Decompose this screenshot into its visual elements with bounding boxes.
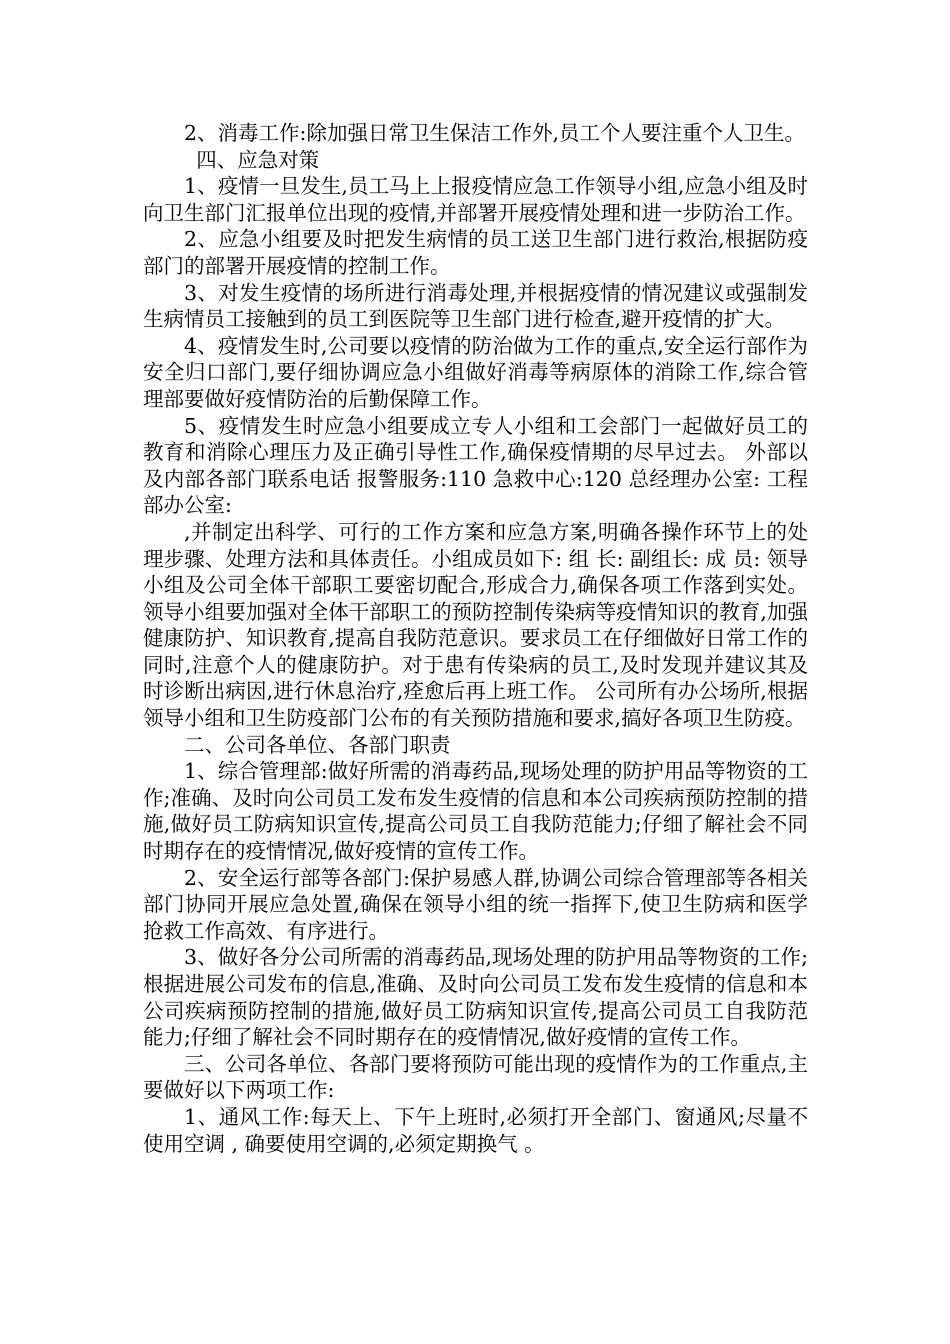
paragraph-emergency-2: 2、应急小组要及时把发生病情的员工送卫生部门进行救治,根据防疫部门的部署开展疫情的控制工作。 bbox=[143, 227, 808, 278]
paragraph-emergency-4: 4、疫情发生时,公司要以疫情的防治做为工作的重点,安全运行部作为安全归口部门,要仔细协调应急小组做好消毒等病原体的消除工作,综合管理部要做好疫情防治的后勤保障工作。 bbox=[143, 333, 808, 411]
paragraph-emergency-5: 5、疫情发生时应急小组要成立专人小组和工会部门一起做好员工的教育和消除心理压力及正确引导性工作,确保疫情期的尽早过去。 外部以及内部各部门联系电话 报警服务:110 急救中心:120 总经理办公室: 工程部办公室: bbox=[143, 413, 808, 518]
heading-prevention-focus: 三、公司各单位、各部门要将预防可能出现的疫情作为的工作重点,主要做好以下两项工作: bbox=[143, 1051, 808, 1103]
paragraph-duty-1: 1、综合管理部:做好所需的消毒药品,现场处理的防护用品等物资的工作;准确、及时向公司员工发布发生疫情的信息和本公司疾病预防控制的措施,做好员工防病知识宣传,提高公司员工自我防范能力;仔细了解社会不同时期存在的疫情情况,做好疫情的宣传工作。 bbox=[143, 759, 808, 864]
paragraph-ventilation: 1、通风工作:每天上、下午上班时,必须打开全部门、窗通风;尽量不使用空调 , 确要使用空调的,必须定期换气 。 bbox=[143, 1104, 808, 1156]
document-page bbox=[143, 120, 808, 1157]
paragraph-duty-3: 3、做好各分公司所需的消毒药品,现场处理的防护用品等物资的工作;根据进展公司发布的信息,准确、及时向公司员工发布发生疫情的信息和本公司疾病预防控制的措施,做好员工防病知识宣传,提高公司员工自我防范能力;仔细了解社会不同时期存在的疫情情况,做好疫情的宣传工作。 bbox=[143, 945, 808, 1050]
heading-department-duties: 二、公司各单位、各部门职责 bbox=[184, 732, 451, 757]
paragraph-emergency-3: 3、对发生疫情的场所进行消毒处理,并根据疫情的情况建议或强制发生病情员工接触到的员工到医院等卫生部门进行检查,避开疫情的扩大。 bbox=[143, 280, 808, 332]
paragraph-duty-2: 2、安全运行部等各部门:保护易感人群,协调公司综合管理部等各相关部门协同开展应急处置,确保在领导小组的统一指挥下,使卫生防病和医学抢救工作高效、有序进行。 bbox=[143, 865, 808, 943]
paragraph-disinfection: 2、消毒工作:除加强日常卫生保洁工作外,员工个人要注重个人卫生。 bbox=[184, 121, 805, 145]
heading-emergency-measures: 四、应急对策 bbox=[196, 147, 320, 172]
paragraph-emergency-1: 1、疫情一旦发生,员工马上上报疫情应急工作领导小组,应急小组及时向卫生部门汇报单位出现的疫情,并部署开展疫情处理和进一步防治工作。 bbox=[143, 174, 808, 225]
paragraph-leadership-group: ,并制定出科学、可行的工作方案和应急方案,明确各操作环节上的处理步骤、处理方法和具体责任。小组成员如下: 组 长: 副组长: 成 员: 领导小组及公司全体干部职工要密切配合,形成合力,确保各项工作落到实处。 领导小组要加强对全体干部职工的预防控制传染病等疫情知识的教育,加强健康防护、知识教育,提高自我防范意识。要求员工在仔细做好日常工作的同时,注意个人的健康防护。对于患有传染病的员工,及时发现并建议其及时诊断出病因,进行休息治疗,痊愈后再上班工作。 公司所有办公场所,根据领导小组和卫生防疫部门公布的有关预防措施和要求,搞好各项卫生防疫。 bbox=[143, 519, 808, 731]
